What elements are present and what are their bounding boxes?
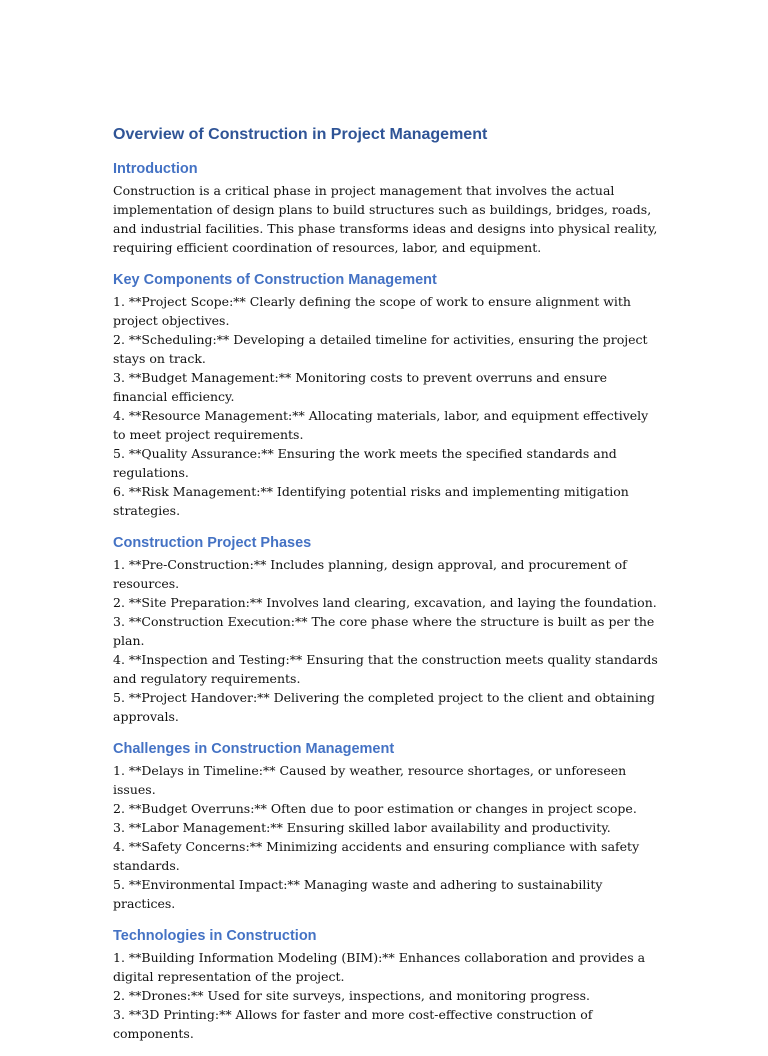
list-item: 4. **Resource Management:** Allocating materials, labor, and equipment effectively to meet project requirements.: [113, 408, 649, 442]
list-item: 3. **Labor Management:** Ensuring skilled labor availability and productivity.: [113, 820, 611, 835]
section-challenges: [113, 739, 658, 913]
list-item: 3. **3D Printing:** Allows for faster and more cost-effective construction of components.: [113, 1007, 593, 1041]
section-technologies: [113, 926, 658, 1043]
list-item: 3. **Budget Management:** Monitoring costs to prevent overruns and ensure financial efficiency.: [113, 370, 608, 404]
introduction-paragraph: Construction is a critical phase in project management that involves the actual implementation of design plans to build structures such as buildings, bridges, roads, and industrial facilities. This phase transforms ideas and designs into physical reality, requiring efficient coordination of resources, labor, and equipment.: [113, 183, 658, 255]
list-item: 1. **Delays in Timeline:** Caused by weather, resource shortages, or unforeseen issues.: [113, 763, 627, 797]
section-heading: Key Components of Construction Management: [113, 272, 437, 288]
list-item: 1. **Project Scope:** Clearly defining the scope of work to ensure alignment with project objectives.: [113, 294, 631, 328]
list-item: 1. **Pre-Construction:** Includes planning, design approval, and procurement of resources.: [113, 557, 627, 591]
section-project-phases: [113, 533, 658, 726]
list-item: 1. **Building Information Modeling (BIM):** Enhances collaboration and provides a digital representation of the project.: [113, 950, 646, 984]
list-item: 2. **Site Preparation:** Involves land clearing, excavation, and laying the foundation.: [113, 595, 657, 610]
list-item: 2. **Scheduling:** Developing a detailed timeline for activities, ensuring the project stays on track.: [113, 332, 648, 366]
document-page: [113, 124, 658, 1056]
list-item: 6. **Risk Management:** Identifying potential risks and implementing mitigation strategies.: [113, 484, 629, 518]
document-title: Overview of Construction in Project Management: [113, 126, 488, 143]
section-heading: Introduction: [113, 161, 198, 177]
list-item: 5. **Project Handover:** Delivering the completed project to the client and obtaining approvals.: [113, 690, 655, 724]
section-heading: Technologies in Construction: [113, 928, 317, 944]
list-item: 4. **Safety Concerns:** Minimizing accidents and ensuring compliance with safety standards.: [113, 839, 640, 873]
section-heading: Challenges in Construction Management: [113, 741, 395, 757]
list-item: 5. **Quality Assurance:** Ensuring the work meets the specified standards and regulations.: [113, 446, 617, 480]
section-key-components: [113, 270, 658, 520]
list-item: 2. **Drones:** Used for site surveys, inspections, and monitoring progress.: [113, 988, 590, 1003]
section-introduction: [113, 159, 658, 257]
list-item: 4. **Inspection and Testing:** Ensuring that the construction meets quality standards and regulatory requirements.: [113, 652, 658, 686]
section-heading: Construction Project Phases: [113, 535, 312, 551]
list-item: 5. **Environmental Impact:** Managing waste and adhering to sustainability practices.: [113, 877, 603, 911]
list-item: 2. **Budget Overruns:** Often due to poor estimation or changes in project scope.: [113, 801, 637, 816]
list-item: 3. **Construction Execution:** The core phase where the structure is built as per the plan.: [113, 614, 655, 648]
